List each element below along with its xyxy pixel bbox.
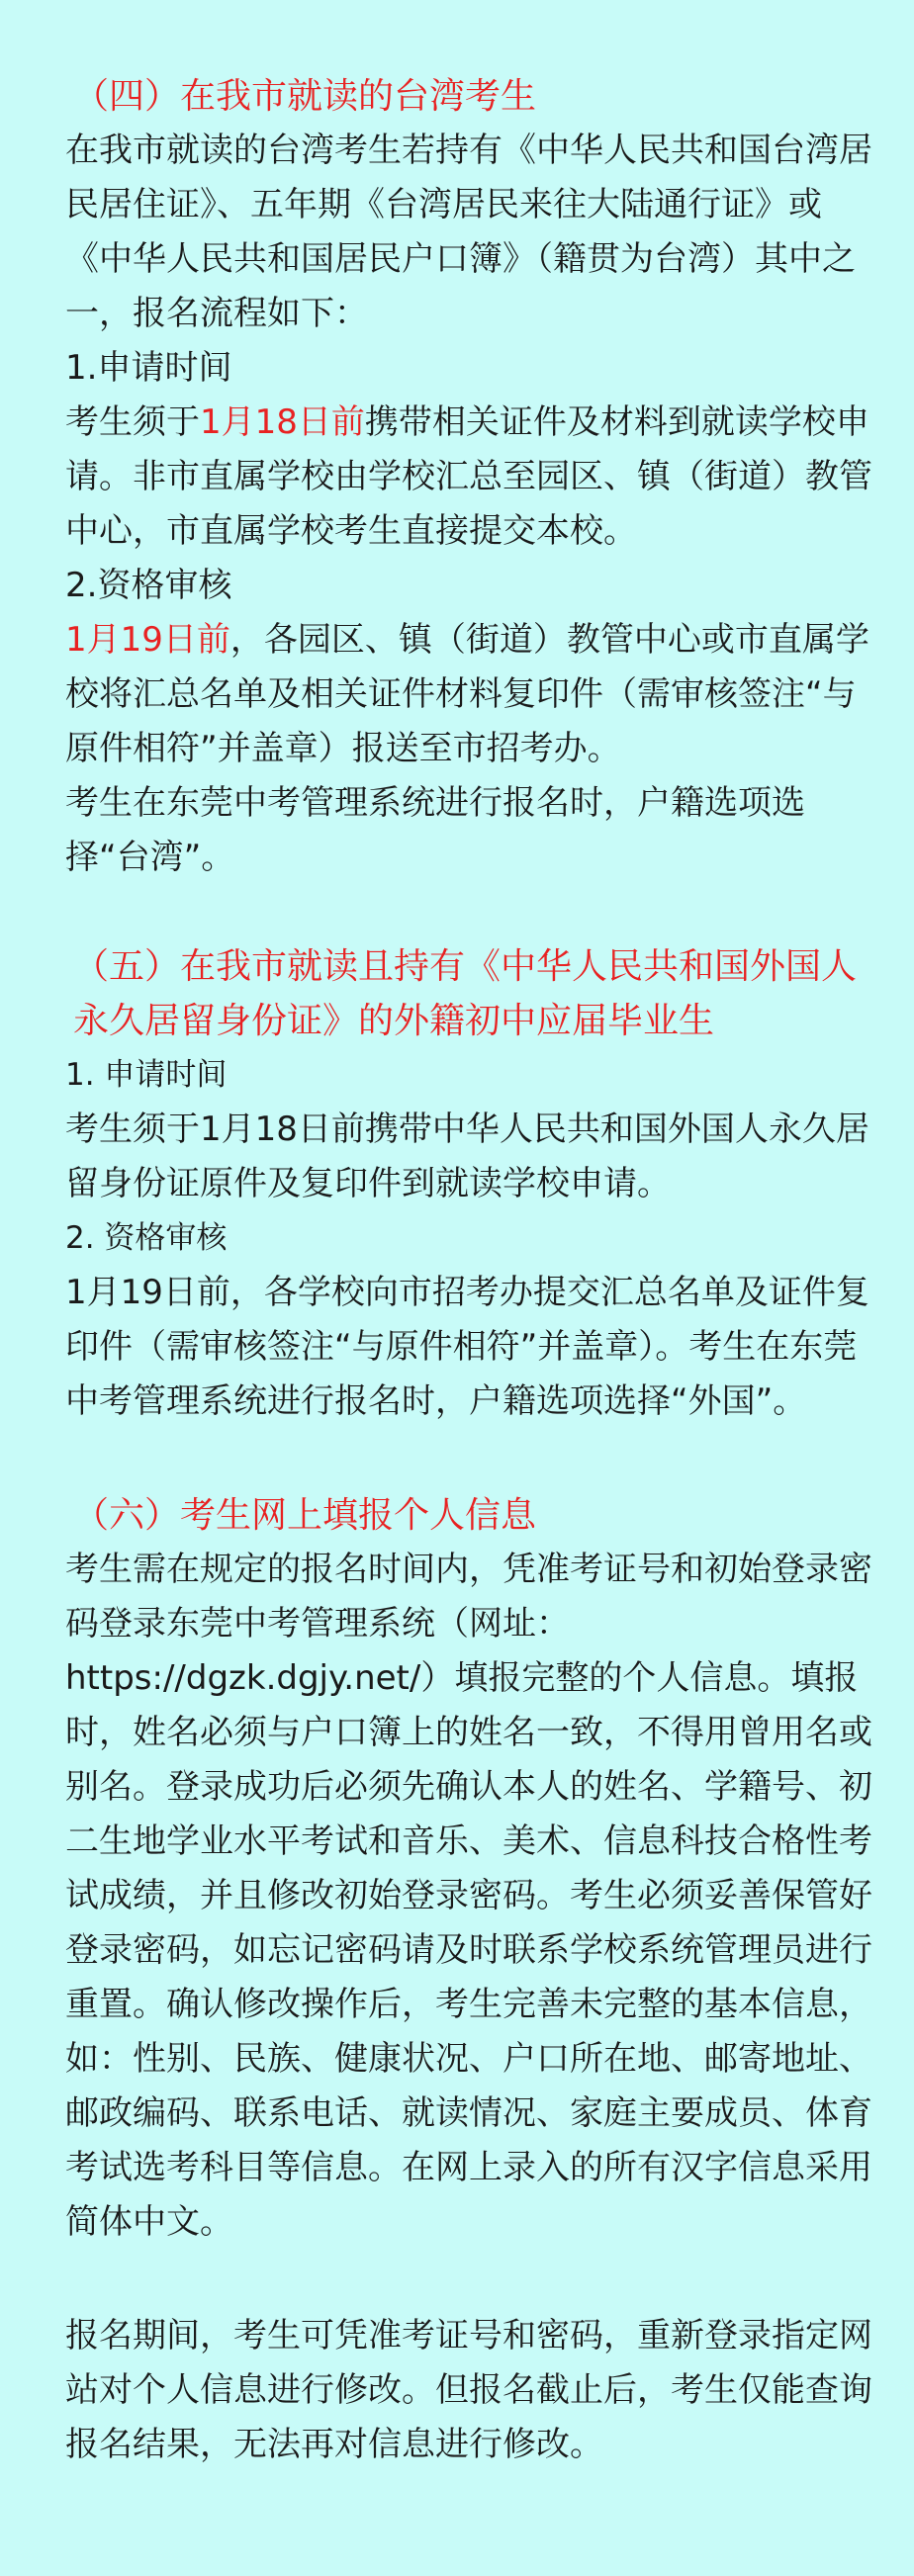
deadline-date: 1月19日前	[65, 620, 230, 660]
step-note: 考生在东莞中考管理系统进行报名时，户籍选项选择“台湾”。	[65, 783, 805, 877]
paragraph-spacer	[65, 2250, 874, 2309]
step-prefix: 考生须于	[65, 402, 200, 442]
step-title: 1. 申请时间	[65, 1057, 228, 1093]
section-taiwan-students	[65, 69, 874, 885]
section-heading: （六）考生网上填报个人信息	[73, 1495, 537, 1536]
section-heading: （五）在我市就读且持有《中华人民共和国外国人永久居留身份证》的外籍初中应届毕业生	[73, 946, 858, 1041]
step-title: 1.申请时间	[65, 348, 232, 388]
step-title: 2. 资格审核	[65, 1220, 228, 1256]
section-online-info	[65, 1488, 874, 2472]
step-title: 2.资格审核	[65, 566, 232, 605]
step-body: 考生须于1月18日前携带中华人民共和国外国人永久居留身份证原件及复印件到就读学校申请。	[65, 1110, 869, 1203]
section-foreign-students	[65, 939, 874, 1429]
section-spacer	[65, 1429, 874, 1488]
step-text: 携带相关证件及材料到就读学校申请。非市直属学校由学校汇总至园区、镇（街道）教管中心，市直属学校考生直接提交本校。	[65, 402, 872, 551]
step-body: 1月19日前，各学校向市招考办提交汇总名单及证件复印件（需审核签注“与原件相符”并盖章）。考生在东莞中考管理系统进行报名时，户籍选项选择“外国”。	[65, 1273, 869, 1421]
step-body	[65, 396, 874, 559]
deadline-date: 1月18日前	[200, 402, 365, 442]
section-paragraph: 报名期间，考生可凭准考证号和密码，重新登录指定网站对个人信息进行修改。但报名截止后，考生仅能查询报名结果，无法再对信息进行修改。	[65, 2316, 872, 2464]
section-paragraph: 考生需在规定的报名时间内，凭准考证号和初始登录密码登录东莞中考管理系统（网址：https://dgzk.dgjy.net/）填报完整的个人信息。填报时，姓名必须与户口簿上的姓名一致，不得用曾用名或别名。登录成功后必须先确认本人的姓名、学籍号、初二生地学业水平考试和音乐、美术、信息科技合格性考试成绩，并且修改初始登录密码。考生必须妥善保管好登录密码，如忘记密码请及时联系学校系统管理员进行重置。确认修改操作后，考生完善未完整的基本信息，如：性别、民族、健康状况、户口所在地、邮寄地址、邮政编码、联系电话、就读情况、家庭主要成员、体育考试选考科目等信息。在网上录入的所有汉字信息采用简体中文。	[65, 1550, 872, 2242]
section-heading: （四）在我市就读的台湾考生	[73, 76, 537, 117]
section-intro: 在我市就读的台湾考生若持有《中华人民共和国台湾居民居住证》、五年期《台湾居民来往大陆通行证》或《中华人民共和国居民户口簿》（籍贯为台湾）其中之一，报名流程如下：	[65, 131, 872, 333]
step-text: ，各园区、镇（街道）教管中心或市直属学校将汇总名单及相关证件材料复印件（需审核签注“与原件相符”并盖章）报送至市招考办。	[65, 620, 869, 768]
step-body	[65, 613, 874, 776]
section-spacer	[65, 885, 874, 939]
